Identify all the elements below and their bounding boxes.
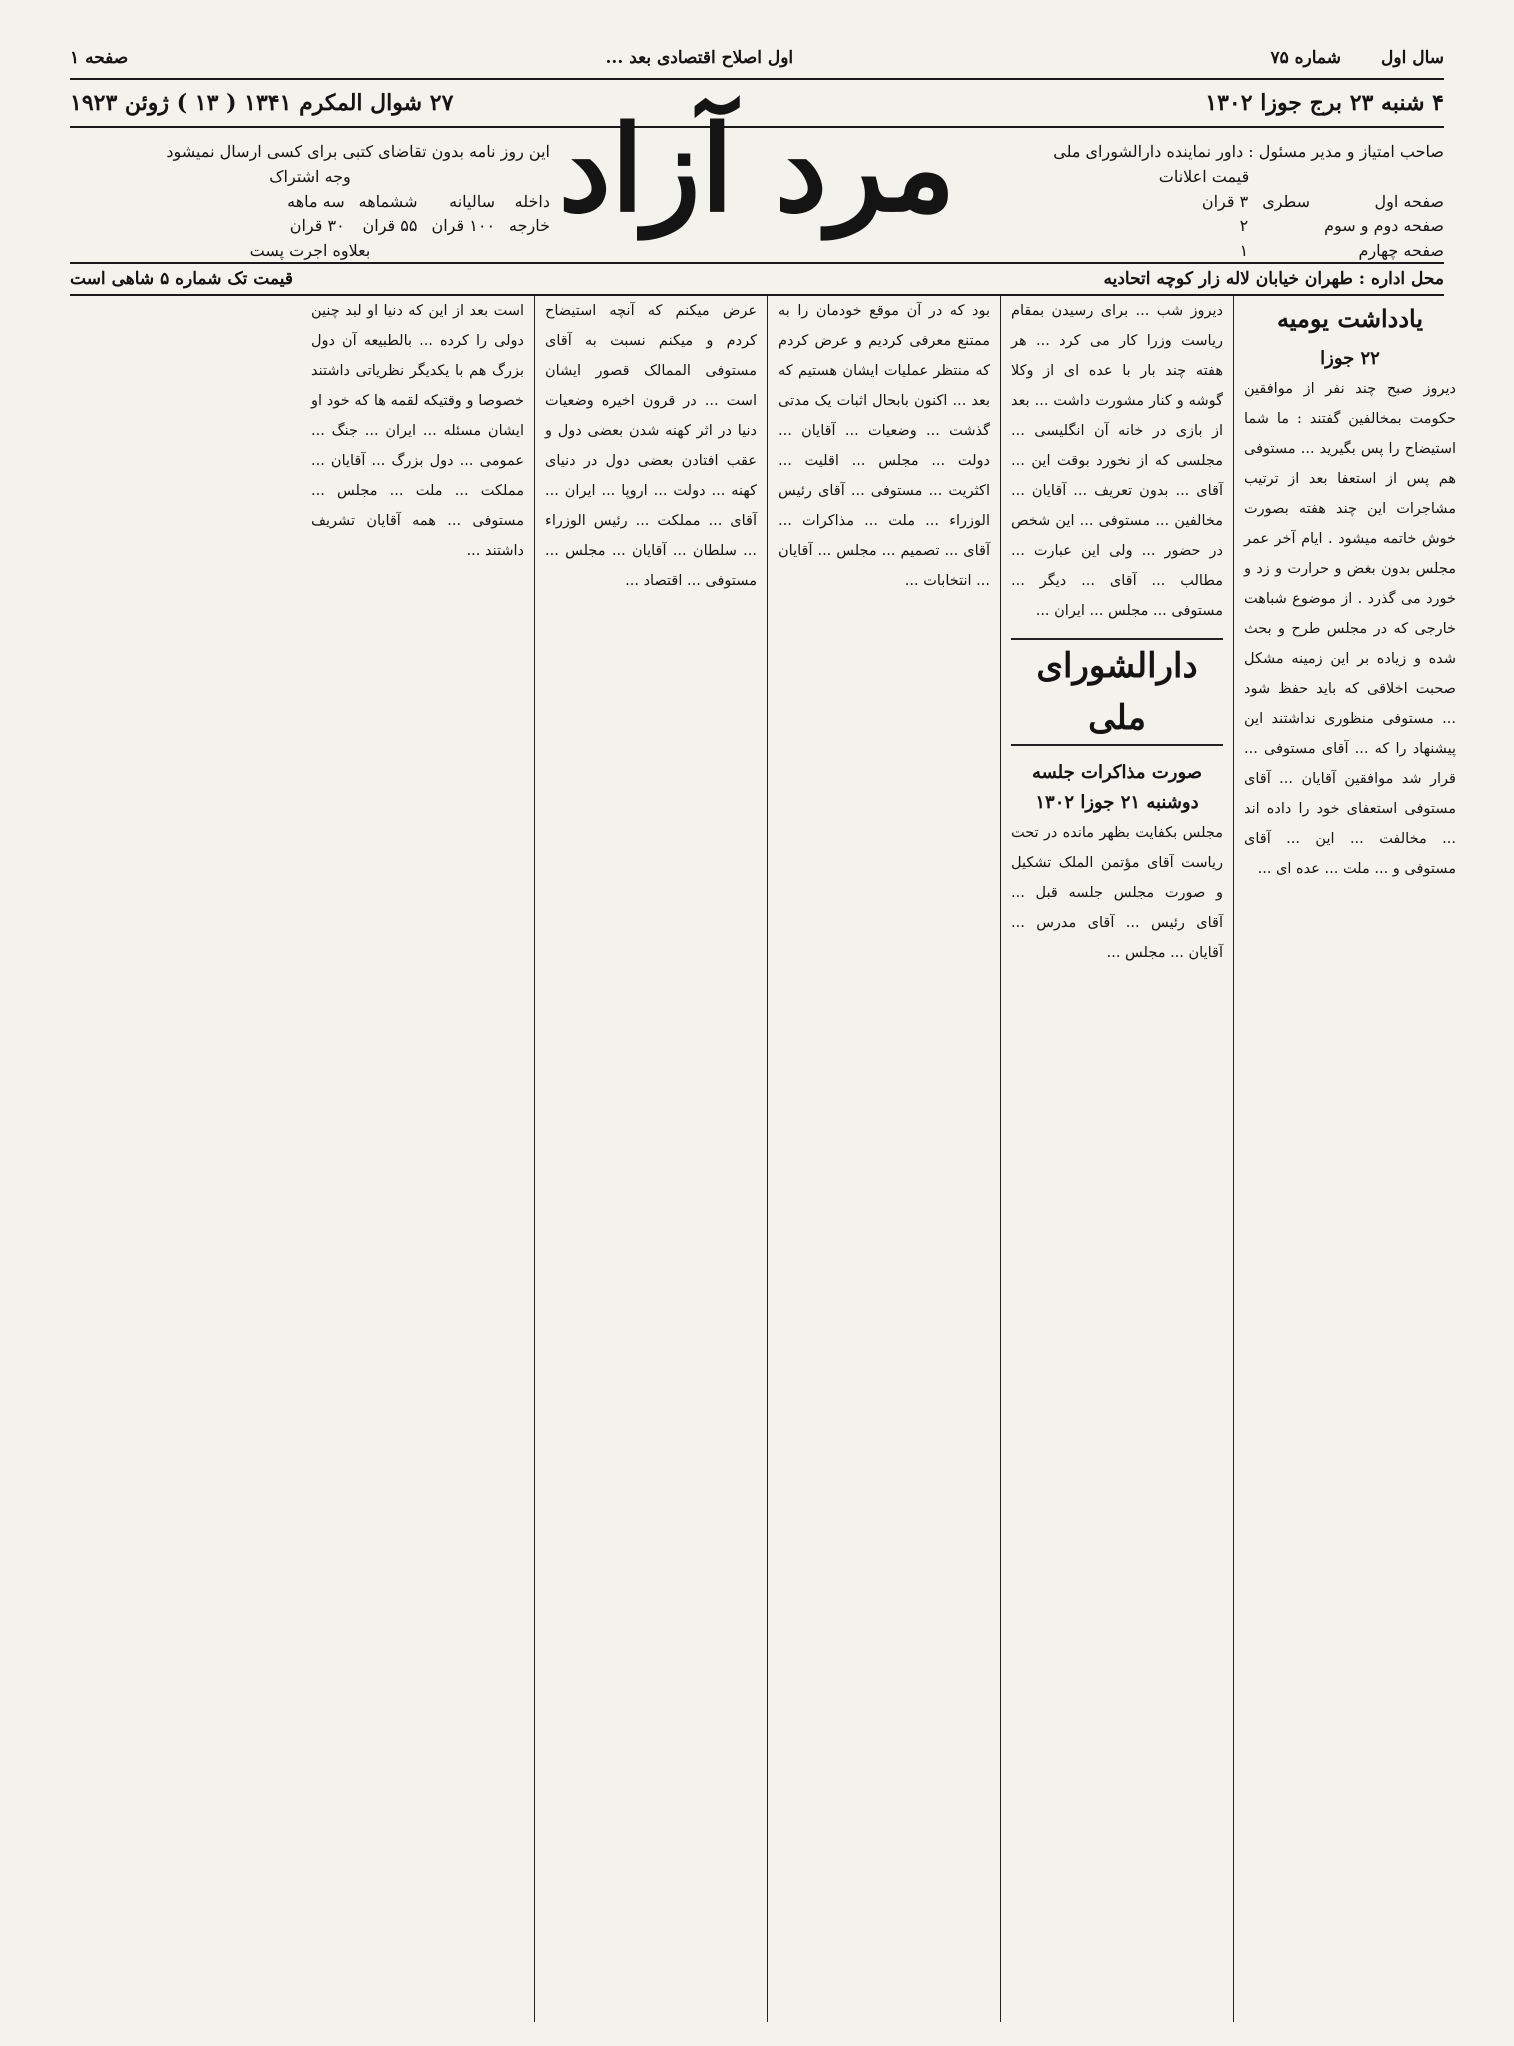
office-address: محل اداره : طهران خیابان لاله زار کوچه اتحادیه [1103, 269, 1444, 289]
masthead-left-box [70, 140, 550, 264]
sub-half: ششماهه [358, 191, 418, 211]
section-text: مجلس بکفایت بظهر مانده در تحت ریاست آقای مؤتمن الملک تشکیل و صورت مجلس جلسه قبل ... آقای رئیس ... آقای مدرس ... آقایان ... مجلس ... [1011, 825, 1223, 961]
sub-half-price: ۵۵ قران [362, 216, 418, 236]
column-text: عرض میکنم که آنچه استیضاح کردم و میکنم نسبت به آقای مستوفی الممالک قصور ایشان است ... در قرون اخیره وضعیات دنیا در اثر کهنه شدن بعضی دول و عقب افتادن بعضی دول در دنیای کهنه ... دولت ... اروپا ... ایران ... آقای ... مملکت ... رئیس الوزراء ... سلطان ... آقایان ... مجلس ... مستوفی ... اقتصاد ... [545, 303, 757, 589]
column-5 [301, 296, 534, 2022]
ad-rates [964, 190, 1444, 264]
ad-row: صفحه دوم و سوم [1324, 216, 1444, 236]
top-strip [70, 40, 1444, 76]
sub-yearly: سالیانه [449, 191, 496, 211]
column-heading: یادداشت یومیه [1276, 304, 1424, 333]
section-subtitle: صورت مذاکرات جلسه دوشنبه ۲۱ جوزا ۱۳۰۲ [1031, 762, 1203, 813]
masthead [70, 40, 1444, 261]
ad-price: ۳ قران [1201, 191, 1249, 211]
slogan: اول اصلاح اقتصادی بعد ... [605, 48, 794, 68]
year-label: سال اول [1381, 48, 1444, 68]
issue-number: شماره ۷۵ [1270, 48, 1342, 68]
sub-outside: خارجه [509, 216, 550, 236]
article-columns [68, 296, 1466, 2022]
masthead-right-box [964, 140, 1444, 264]
column-3 [767, 296, 1000, 2022]
sub-inside: داخله [514, 191, 550, 211]
rule-top [70, 78, 1444, 80]
sub-yearly-price: ۱۰۰ قران [431, 216, 496, 236]
column-text: دیروز شب ... برای رسیدن بمقام ریاست وزرا کار می کرد ... هر هفته چند بار با عده ای از وکلا گوشه و کنار مشورت داشت ... بعد از بازی در خانه آن انگلیسی ... مجلسی که از نخورد بوقت این ... آقای ... بدون تعریف ... آقایان ... مخالفین ... مستوفی ... این شخص در حضور ... ولی این عبارت ... مطالب ... آقای ... دیگر ... مستوفی ... مجلس ... ایران ... [1011, 303, 1223, 619]
column-4 [534, 296, 767, 2022]
page-marker: صفحه ۱ [70, 48, 129, 68]
ad-rates-title: قیمت اعلانات [1158, 166, 1250, 186]
single-copy-price: قیمت تک شماره ۵ شاهی است [70, 269, 294, 289]
column-text: دیروز صبح چند نفر از موافقین حکومت بمخالفین گفتند : ما شما استیضاح را پس بگیرید ... مستوفی هم پس از استعفا بعد از ترتیب مشاجرات این چند هفته بصورت خوش خاتمه میشود . ایام آخر عمر مجلس بدون بغض و حرارت و زد و خورد می گذرد . از موضوع شباهت خارجی که در مجلس طرح و بحث شده و زیاده بر این زمینه مشکل صحبت اخلاقی که باید حفظ شود ... مستوفی منظوری نداشتند این پیشنهاد را که ... آقای مستوفی ... قرار شد موافقین آقایان ... آقای مستوفی استعفای خود را داده اند ... مخالفت ... این ... آقای مستوفی و ... ملت ... عده ای ... [1244, 381, 1456, 877]
newspaper-title: مرد آزاد [558, 99, 956, 238]
ad-row: صفحه اول [1374, 191, 1444, 211]
column-2 [1000, 296, 1233, 2022]
column-text: بود که در آن موقع خودمان را به ممتنع معرفی کردیم و عرض کردم که منتظر عملیات ایشان هستیم که بعد ... اکنون بابحال اثبات یک مدتی گذشت ... وضعیات ... آقایان ... دولت ... مجلس ... اقلیت ... اکثریت ... مستوفی ... آقای رئیس الوزراء ... ملت ... مذاکرات ... آقای ... تصمیم ... مجلس ... آقایان ... انتخابات ... [778, 303, 990, 589]
column-text: است بعد از این که دنیا او لبد چنین دولی را کرده ... بالطبیعه آن دول بزرگ هم با یکدیگر نظریاتی داشتند خصوصا و وقتیکه لقمه ها که خود او ایشان مسئله ... ایران ... جنگ ... عمومی ... دول بزرگ ... آقایان ... مملکت ... ملت ... مجلس ... مستوفی ... همه آقایان تشریف داشتند ... [311, 303, 524, 559]
notice-line: این روز نامه بدون تقاضای کتبی برای کسی ارسال نمیشود [166, 142, 550, 161]
date-shamsi: ۴ شنبه ۲۳ برج جوزا ۱۳۰۲ [1205, 90, 1444, 116]
column-1 [1233, 296, 1466, 2022]
subscription-label: وجه اشتراک [269, 166, 351, 186]
sub-three: سه ماهه [287, 191, 345, 211]
bottom-bar [70, 262, 1444, 296]
subscription-table [70, 190, 550, 240]
column-subheading: ۲۲ جوزا [1320, 348, 1380, 369]
date-qamari: ۲۷ شوال المکرم ۱۳۴۱ ( ۱۳ ) ژوئن ۱۹۲۳ [70, 90, 454, 116]
section-title: دارالشورای ملی [1011, 638, 1223, 746]
ad-unit: سطری [1262, 191, 1311, 211]
ad-price: ۱ [1239, 241, 1249, 261]
ad-price: ۲ [1239, 216, 1249, 236]
sub-postage: بعلاوه اجرت پست [249, 241, 371, 261]
sub-three-price: ۳۰ قران [289, 216, 345, 236]
ad-row: صفحه چهارم [1358, 241, 1444, 261]
owner-line: صاحب امتیاز و مدیر مسئول : داور نماینده دارالشورای ملی [1053, 142, 1444, 161]
